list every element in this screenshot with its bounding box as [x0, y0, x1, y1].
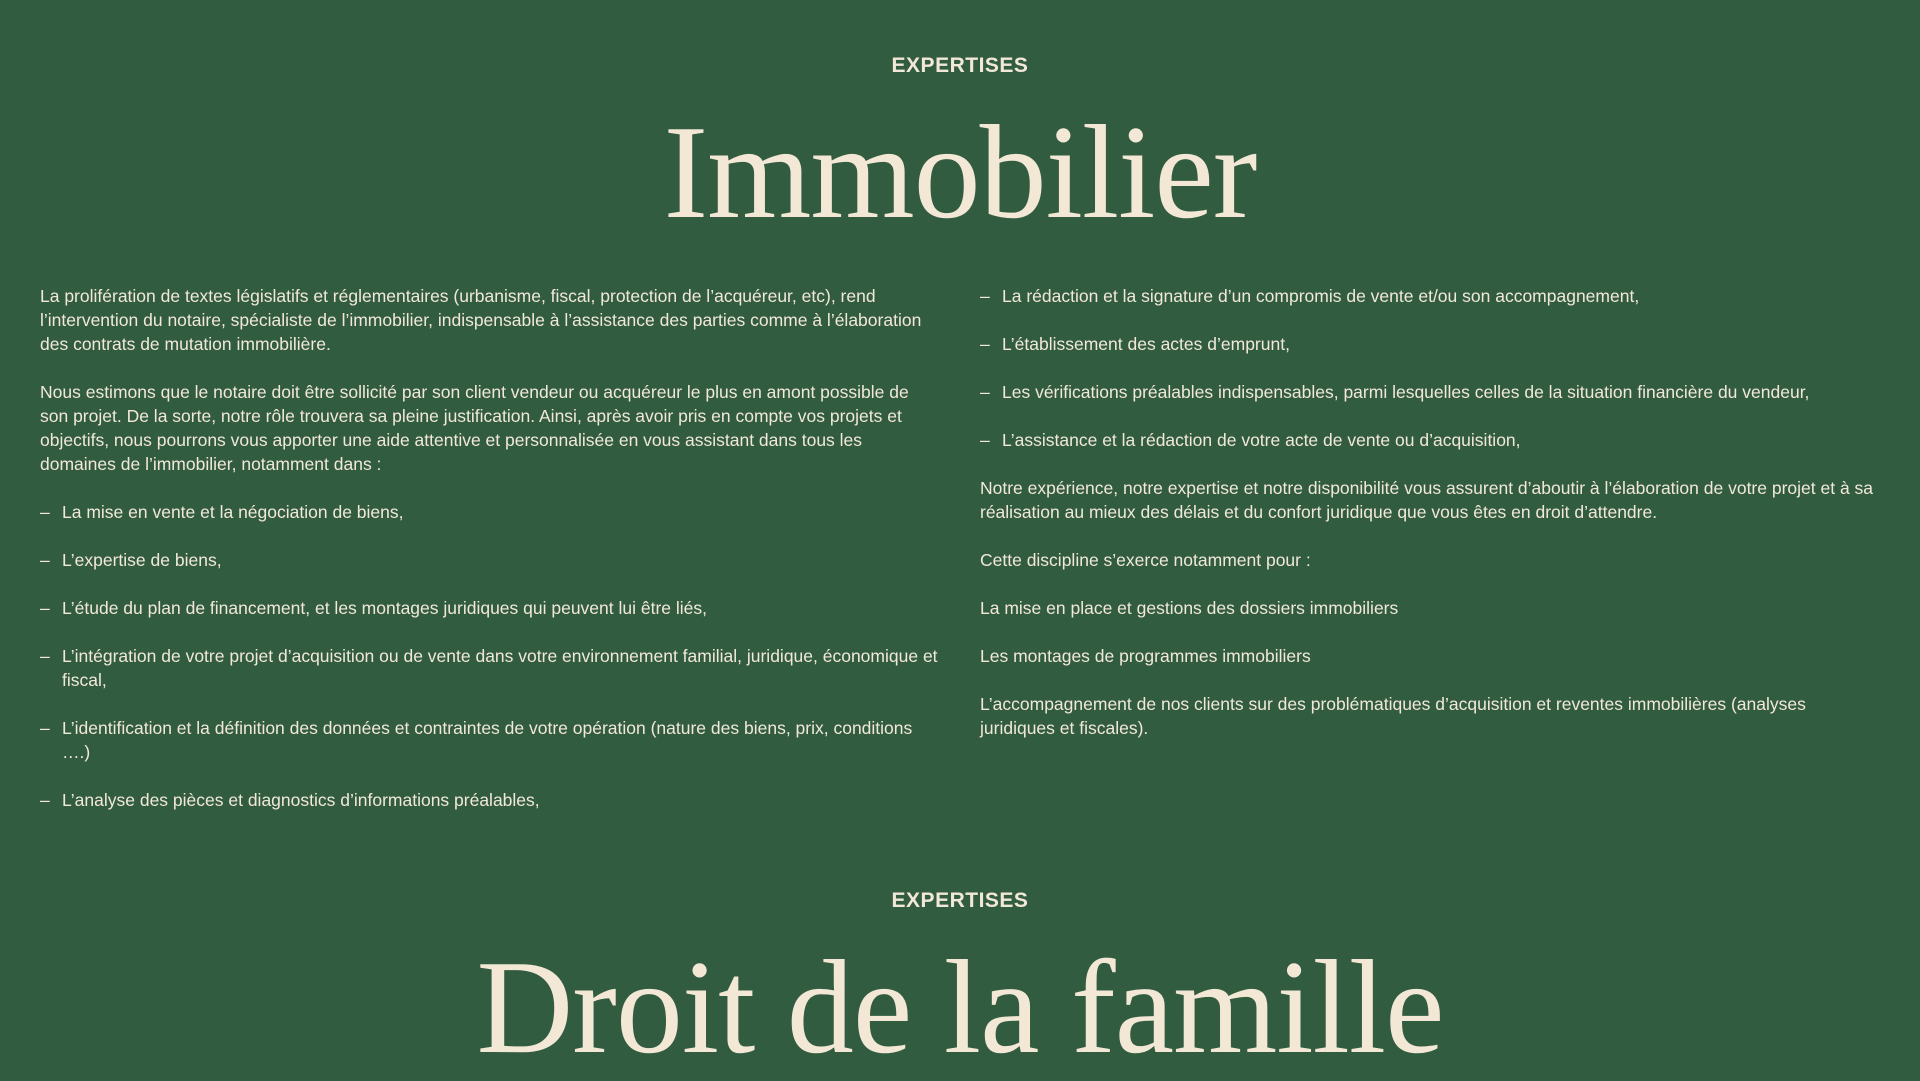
list-item [40, 596, 940, 620]
list-item [40, 716, 940, 764]
body-paragraph: L’accompagnement de nos clients sur des problématiques d’acquisition et reventes immobilières (analyses juridiques et fiscales). [980, 694, 1806, 738]
section-title: Droit de la famille [476, 933, 1444, 1081]
dash-bullet: – [40, 646, 50, 666]
list-item-text: L’intégration de votre projet d’acquisition ou de vente dans votre environnement familial, juridique, économique et fiscal, [62, 646, 938, 690]
dash-bullet: – [980, 334, 990, 354]
list-item-text: L’assistance et la rédaction de votre acte de vente ou d’acquisition, [1002, 430, 1521, 450]
list-item-text: L’étude du plan de financement, et les montages juridiques qui peuvent lui être liés, [62, 598, 708, 618]
list-item [40, 548, 940, 572]
dash-bullet: – [40, 550, 50, 570]
section-immobilier-header [0, 55, 1920, 76]
intro-paragraph: La prolifération de textes législatifs et réglementaires (urbanisme, fiscal, protection de l’acquéreur, etc), rend l’intervention du notaire, spécialiste de l’immobilier, indispensable à l’assistance des parties comme à l’élaboration des contrats de mutation immobilière. [40, 286, 922, 354]
list-item-text: La mise en vente et la négociation de biens, [62, 502, 404, 522]
section-kicker: EXPERTISES [891, 54, 1029, 77]
content-columns [40, 284, 1880, 836]
body-paragraph: Cette discipline s’exerce notamment pour : [980, 550, 1311, 570]
list-item-text: L’expertise de biens, [62, 550, 222, 570]
dash-bullet: – [980, 286, 990, 306]
dash-bullet: – [40, 718, 50, 738]
list-item-text: L’établissement des actes d’emprunt, [1002, 334, 1290, 354]
list-item [980, 380, 1880, 404]
dash-bullet: – [40, 502, 50, 522]
list-item-text: L’analyse des pièces et diagnostics d’informations préalables, [62, 790, 540, 810]
intro-paragraph: Nous estimons que le notaire doit être sollicité par son client vendeur ou acquéreur le plus en amont possible de son projet. De la sorte, notre rôle trouvera sa pleine justification. Ainsi, après avoir pris en compte vos projets et objectifs, nous pourrons vous apporter une aide attentive et personnalisée en vous assistant dans tous les domaines de l’immobilier, notamment dans : [40, 382, 909, 474]
body-paragraph: Les montages de programmes immobiliers [980, 646, 1311, 666]
body-paragraph: La mise en place et gestions des dossiers immobiliers [980, 598, 1399, 618]
section-kicker: EXPERTISES [891, 889, 1029, 912]
list-item [40, 500, 940, 524]
page-title: Immobilier [663, 98, 1257, 246]
section-famille-header [0, 890, 1920, 911]
list-item [40, 644, 940, 692]
list-item [980, 284, 1880, 308]
dash-bullet: – [980, 430, 990, 450]
left-column [40, 284, 940, 836]
list-item [980, 332, 1880, 356]
list-item-text: L’identification et la définition des données et contraintes de votre opération (nature des biens, prix, conditions ….) [62, 718, 913, 762]
dash-bullet: – [40, 790, 50, 810]
right-column [980, 284, 1880, 836]
list-item [40, 788, 940, 812]
list-item-text: La rédaction et la signature d’un compromis de vente et/ou son accompagnement, [1002, 286, 1640, 306]
list-item [980, 428, 1880, 452]
body-paragraph: Notre expérience, notre expertise et notre disponibilité vous assurent d’aboutir à l’élaboration de votre projet et à sa réalisation au mieux des délais et du confort juridique que vous êtes en droit d’attendre. [980, 478, 1874, 522]
section-immobilier-title-wrap [0, 98, 1920, 246]
section-famille-title-wrap [0, 933, 1920, 1081]
dash-bullet: – [980, 382, 990, 402]
dash-bullet: – [40, 598, 50, 618]
list-item-text: Les vérifications préalables indispensables, parmi lesquelles celles de la situation financière du vendeur, [1002, 382, 1810, 402]
